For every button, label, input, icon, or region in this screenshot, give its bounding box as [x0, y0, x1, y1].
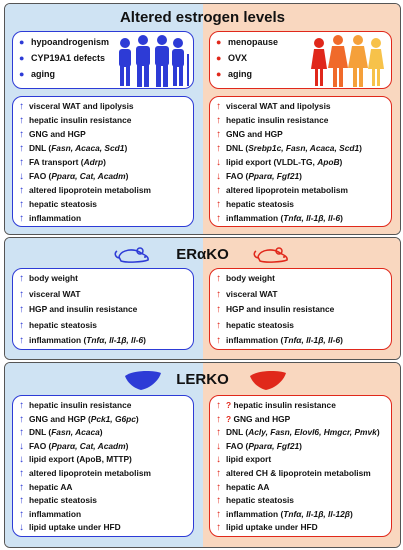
effect-label: FAO (	[29, 440, 52, 451]
effect-item	[19, 319, 189, 332]
arrow-up-icon: ↑	[19, 413, 24, 425]
cause-label: OVX	[228, 53, 248, 63]
arrow-up-icon: ↑	[216, 508, 221, 520]
effect-item	[216, 170, 387, 183]
effect-label: DNL (	[226, 427, 249, 438]
effect-label: DNL (	[226, 143, 249, 153]
effect-label: FAO (	[226, 440, 249, 451]
effect-item	[216, 288, 387, 301]
effect-item	[19, 272, 189, 285]
effect-item	[19, 467, 189, 480]
effect-label: hepatic steatosis	[226, 199, 294, 209]
male-eraKO-box	[12, 268, 194, 350]
effect-item	[216, 481, 387, 494]
arrow-down-icon: ↓	[216, 171, 221, 182]
effect-label-end: )	[135, 413, 139, 424]
effect-label: hepatic insulin resistance	[29, 400, 132, 410]
gene-list: Fasn, Acaca	[51, 427, 100, 438]
gene-list: Tnfα, Il-1β, Il-6	[283, 335, 341, 345]
effect-item	[19, 170, 189, 183]
cause-label: CYP19A1 defects	[31, 53, 106, 63]
female-eraKO-box	[209, 268, 392, 350]
effect-item	[19, 413, 189, 426]
effect-label: lipid export (ApoB, MTTP)	[29, 454, 132, 465]
effect-item	[216, 184, 387, 197]
male-liver-icon	[123, 368, 163, 392]
arrow-up-icon: ↑	[216, 115, 221, 126]
arrow-up-icon: ↑	[216, 413, 221, 425]
section-title: LERKO	[176, 371, 229, 388]
effect-item	[19, 128, 189, 141]
effect-item	[216, 399, 387, 412]
effect-label: hepatic insulin resistance	[226, 115, 329, 125]
effect-label: lipid export (VLDL-TG,	[226, 157, 318, 167]
arrow-down-icon: ↓	[19, 454, 24, 466]
effect-item	[216, 212, 387, 225]
effect-label-end: )	[339, 157, 343, 167]
effect-label: inflammation (	[226, 335, 284, 345]
effect-label: FA transport (	[29, 157, 84, 167]
cause-label: aging	[31, 69, 55, 79]
effect-label: altered lipoprotein metabolism	[29, 185, 151, 195]
female-mouse-icon	[252, 243, 292, 267]
effect-label: hepatic steatosis	[29, 199, 97, 209]
effect-label-end: )	[99, 427, 103, 438]
effect-label: inflammation (	[29, 335, 87, 345]
arrow-down-icon: ↓	[216, 157, 221, 168]
female-lerko-box	[209, 395, 392, 537]
effect-label-end: )	[143, 335, 146, 345]
arrow-up-icon: ↑	[216, 273, 221, 284]
section-altered-estrogen	[4, 3, 401, 235]
male-lerko-box	[12, 395, 194, 537]
arrow-up-icon: ↑	[216, 143, 221, 154]
male-figures-icon	[115, 34, 193, 88]
effect-item	[216, 128, 387, 141]
arrow-down-icon: ↓	[216, 454, 221, 466]
gene-list: Tnfα, Il-1β, Il-6	[86, 335, 144, 345]
effect-item	[216, 413, 387, 426]
arrow-up-icon: ↑	[216, 304, 221, 315]
effect-item	[19, 508, 189, 521]
effect-item	[216, 156, 387, 169]
effect-item	[216, 319, 387, 332]
effect-label: altered lipoprotein metabolism	[29, 468, 151, 478]
effect-item	[216, 198, 387, 211]
effect-label: visceral WAT and lipolysis	[29, 101, 134, 111]
effect-label: GNG and HGP	[29, 129, 86, 139]
effect-item	[216, 467, 387, 480]
arrow-up-icon: ↑	[19, 481, 24, 493]
effect-label: HGP and insulin resistance	[29, 304, 138, 314]
arrow-up-icon: ↑	[216, 185, 221, 196]
effect-label: FAO (	[226, 171, 249, 181]
cause-label: aging	[228, 69, 252, 79]
gene-list: Tnfα, Il-1β, Il-6	[283, 213, 341, 223]
effect-item	[19, 440, 189, 453]
effect-label: hepatic AA	[226, 481, 270, 492]
effect-item	[216, 303, 387, 316]
arrow-up-icon: ↑	[19, 185, 24, 196]
arrow-down-icon: ↓	[216, 440, 221, 452]
arrow-up-icon: ↑	[19, 495, 24, 507]
section-eraKO	[4, 237, 401, 360]
effect-item	[19, 184, 189, 197]
effect-item	[19, 288, 189, 301]
gene-list: Pparα, Cat, Acadm	[51, 171, 126, 181]
bullet-dot-icon: ●	[19, 69, 25, 79]
effect-label: DNL (	[29, 143, 52, 153]
arrow-up-icon: ↑	[19, 273, 24, 284]
arrow-up-icon: ↑	[19, 319, 24, 331]
gene-list: Pparα, Cat, Acadm	[51, 440, 126, 451]
effect-item	[216, 521, 387, 534]
effect-item	[216, 100, 387, 113]
arrow-up-icon: ↑	[216, 400, 221, 411]
gene-list: Fasn, Acaca, Scd1	[51, 143, 125, 153]
effect-label-end: )	[299, 171, 302, 181]
effect-label-end: )	[125, 171, 129, 181]
effect-label: body weight	[226, 273, 275, 283]
effect-item	[19, 494, 189, 507]
arrow-up-icon: ↑	[216, 129, 221, 140]
effect-label-end: )	[340, 213, 343, 223]
arrow-up-icon: ↑	[19, 400, 24, 411]
effect-item	[19, 334, 189, 347]
bullet-dot-icon: ●	[216, 53, 222, 63]
arrow-up-icon: ↑	[19, 157, 24, 168]
arrow-up-icon: ↑	[19, 199, 24, 210]
bullet-dot-icon: ●	[216, 37, 222, 47]
effect-item	[19, 521, 189, 534]
bullet-dot-icon: ●	[19, 53, 25, 63]
effect-item	[216, 494, 387, 507]
effect-label: hepatic insulin resistance	[233, 400, 336, 410]
effect-item	[216, 334, 387, 347]
arrow-up-icon: ↑	[19, 288, 24, 300]
effect-label: DNL (	[29, 427, 52, 438]
arrow-up-icon: ↑	[216, 319, 221, 331]
effect-item	[19, 198, 189, 211]
effect-label: GNG and HGP	[226, 129, 283, 139]
arrow-up-icon: ↑	[19, 427, 24, 439]
effect-label: lipid export	[226, 454, 272, 465]
effect-item	[19, 303, 189, 316]
arrow-down-icon: ↓	[19, 440, 24, 452]
section-title: Altered estrogen levels	[119, 9, 286, 26]
effect-label: visceral WAT and lipolysis	[226, 101, 331, 111]
arrow-down-icon: ↓	[19, 171, 24, 182]
effect-item	[216, 426, 387, 439]
effect-label-end: )	[359, 143, 362, 153]
effect-label: hepatic steatosis	[226, 495, 294, 506]
effect-label: altered lipoprotein metabolism	[226, 185, 348, 195]
effect-item	[19, 426, 189, 439]
arrow-up-icon: ↑	[216, 335, 221, 346]
male-effects-box	[12, 96, 194, 227]
effect-label: body weight	[29, 273, 78, 283]
arrow-up-icon: ↑	[216, 288, 221, 300]
gene-list: Pparα, Fgf21	[248, 171, 300, 181]
arrow-up-icon: ↑	[19, 101, 24, 112]
section-title: ERαKO	[176, 246, 229, 263]
effect-label: visceral WAT	[226, 288, 278, 299]
effect-label: GNG and HGP (	[29, 413, 91, 424]
effect-label: inflammation	[29, 213, 82, 223]
effect-label: HGP and insulin resistance	[226, 304, 335, 314]
arrow-up-icon: ↑	[216, 199, 221, 210]
effect-item	[19, 481, 189, 494]
male-causes-box	[12, 31, 194, 89]
effect-label: visceral WAT	[29, 288, 81, 299]
effect-item	[19, 399, 189, 412]
effect-label: lipid uptake under HFD	[29, 522, 121, 533]
section-lerko	[4, 362, 401, 548]
arrow-up-icon: ↑	[216, 427, 221, 439]
arrow-up-icon: ↑	[19, 143, 24, 154]
effect-label: lipid uptake under HFD	[226, 522, 318, 533]
arrow-up-icon: ↑	[19, 304, 24, 315]
effect-label: inflammation	[29, 508, 82, 519]
effect-label: inflammation (	[226, 213, 284, 223]
effect-item	[216, 142, 387, 155]
arrow-up-icon: ↑	[19, 508, 24, 520]
effect-label: hepatic insulin resistance	[29, 115, 132, 125]
gene-list: Srebp1c, Fasn, Acaca, Scd1	[248, 143, 360, 153]
bullet-dot-icon: ●	[19, 37, 25, 47]
arrow-up-icon: ↑	[19, 129, 24, 140]
female-liver-icon	[248, 368, 288, 392]
gene-list: Adrp	[83, 157, 104, 167]
effect-label-end: )	[299, 440, 302, 451]
arrow-up-icon: ↑	[19, 213, 24, 224]
arrow-down-icon: ↓	[19, 522, 24, 534]
effect-item	[216, 114, 387, 127]
effect-label: altered CH & lipoprotein metabolism	[226, 468, 371, 478]
male-mouse-icon	[113, 243, 153, 267]
effect-item	[216, 440, 387, 453]
effect-item	[19, 100, 189, 113]
arrow-up-icon: ↑	[216, 522, 221, 534]
cause-label: menopause	[228, 37, 279, 47]
effect-label: inflammation (	[226, 508, 284, 519]
effect-item	[19, 142, 189, 155]
female-figures-icon	[310, 34, 390, 88]
effect-item	[216, 508, 387, 521]
cause-label: hypoandrogenism	[31, 37, 110, 47]
effect-label-end: )	[103, 157, 106, 167]
effect-item	[19, 156, 189, 169]
female-effects-box	[209, 96, 392, 227]
gene-list: Pparα, Fgf21	[248, 440, 300, 451]
effect-label-end: )	[376, 427, 380, 438]
gene-list: Acly, Fasn, Elovl6, Hmgcr, Pmvk	[248, 427, 377, 438]
question-mark: ?	[226, 400, 234, 410]
effect-label: hepatic steatosis	[29, 495, 97, 506]
effect-label: FAO (	[29, 171, 52, 181]
bullet-dot-icon: ●	[216, 69, 222, 79]
gene-list: Pck1, G6pc	[90, 413, 136, 424]
arrow-up-icon: ↑	[216, 495, 221, 507]
arrow-up-icon: ↑	[19, 115, 24, 126]
effect-item	[216, 453, 387, 466]
gene-list: ApoB	[317, 157, 340, 167]
effect-label: hepatic AA	[29, 481, 73, 492]
arrow-up-icon: ↑	[216, 101, 221, 112]
arrow-up-icon: ↑	[19, 468, 24, 479]
arrow-up-icon: ↑	[216, 468, 221, 479]
arrow-up-icon: ↑	[216, 481, 221, 493]
effect-item	[19, 114, 189, 127]
effect-label: GNG and HGP	[233, 413, 291, 424]
effect-label-end: )	[350, 508, 353, 519]
effect-item	[19, 212, 189, 225]
effect-label: hepatic steatosis	[29, 319, 97, 330]
arrow-up-icon: ↑	[216, 213, 221, 224]
arrow-up-icon: ↑	[19, 335, 24, 346]
effect-label-end: )	[340, 335, 343, 345]
gene-list: Tnfα, Il-1β, Il-12β	[283, 508, 351, 519]
female-causes-box	[209, 31, 392, 89]
effect-item	[216, 272, 387, 285]
effect-label-end: )	[125, 440, 129, 451]
effect-label-end: )	[124, 143, 128, 153]
effect-label: hepatic steatosis	[226, 319, 294, 330]
question-mark: ?	[226, 413, 234, 424]
effect-item	[19, 453, 189, 466]
